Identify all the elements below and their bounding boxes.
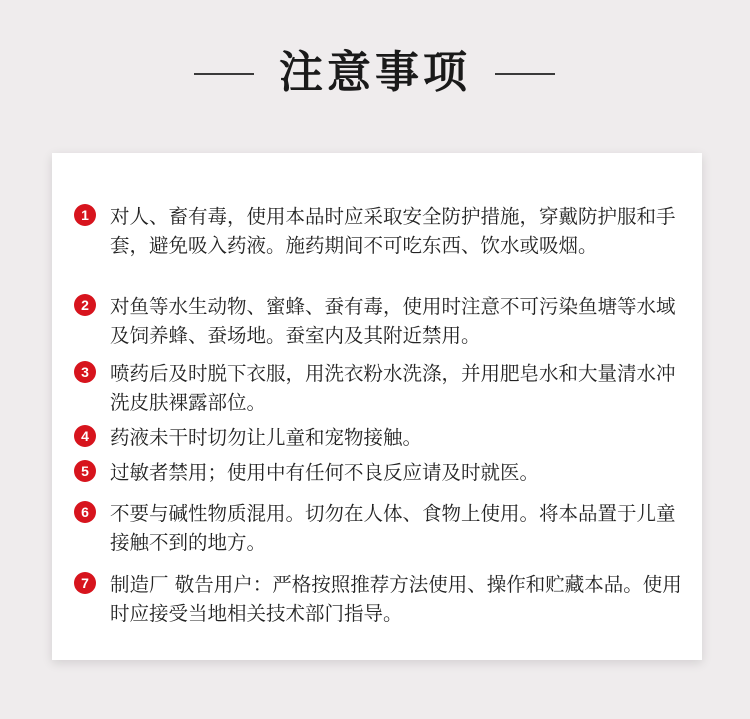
page-title: 注意事项 xyxy=(279,47,471,98)
notice-text-7: 制造厂 敬告用户：严格按照推荐方法使用、操作和贮藏本品。使用时应接受当地相关技术部门指导。 xyxy=(110,573,682,625)
notice-text-4: 药液未干时切勿让儿童和宠物接触。 xyxy=(110,426,423,449)
title-rule-right xyxy=(495,73,555,75)
notice-text-5: 过敏者禁用；使用中有任何不良反应请及时就医。 xyxy=(110,461,540,484)
number-badge-5: 5 xyxy=(74,460,96,482)
number-badge-7: 7 xyxy=(74,572,96,594)
number-badge-6: 6 xyxy=(74,501,96,523)
header xyxy=(0,38,750,108)
notice-text-2: 对鱼等水生动物、蜜蜂、蚕有毒，使用时注意不可污染鱼塘等水域及饲养蜂、蚕场地。蚕室内及其附近禁用。 xyxy=(110,295,676,347)
notice-text-1: 对人、畜有毒，使用本品时应采取安全防护措施，穿戴防护服和手套，避免吸入药液。施药期间不可吃东西、饮水或吸烟。 xyxy=(110,205,676,257)
number-badge-3: 3 xyxy=(74,361,96,383)
notice-card xyxy=(52,153,702,660)
notice-text-6: 不要与碱性物质混用。切勿在人体、食物上使用。将本品置于儿童接触不到的地方。 xyxy=(110,502,676,554)
number-badge-4: 4 xyxy=(74,425,96,447)
number-badge-1: 1 xyxy=(74,204,96,226)
number-badge-2: 2 xyxy=(74,294,96,316)
notice-text-3: 喷药后及时脱下衣服，用洗衣粉水洗涤，并用肥皂水和大量清水冲洗皮肤裸露部位。 xyxy=(110,362,676,414)
